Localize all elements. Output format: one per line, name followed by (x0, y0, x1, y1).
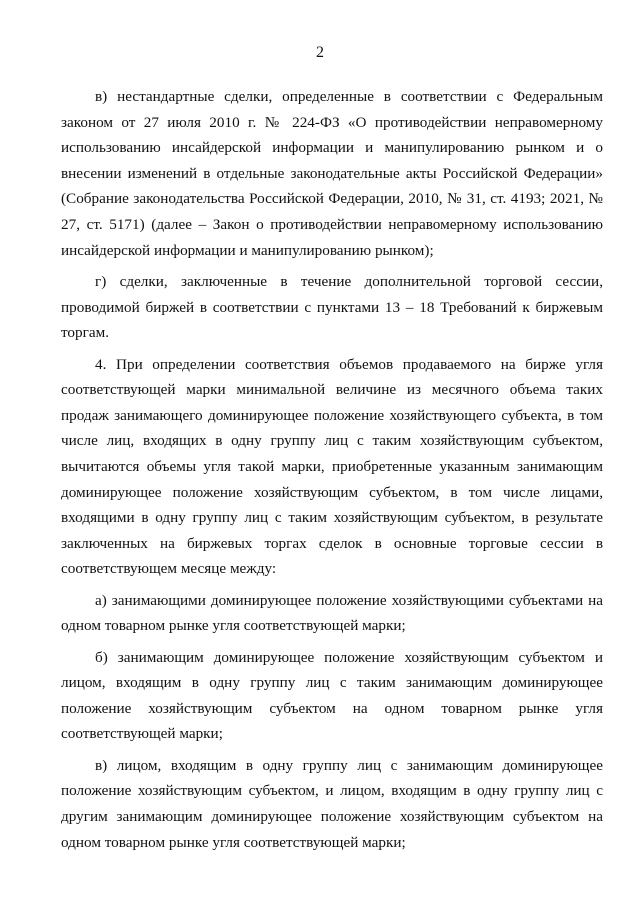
paragraph-item-v-nonstandard-deals: в) нестандартные сделки, определенные в соответствии с Федеральным законом от 27 июля 2010 г. № 224-ФЗ «О противодействии неправомерному использованию инсайдерской информации и манипулированию рынком и о внесении изменений в отдельные законодательные акты Российской Федерации» (Собрание законодательства Российской Федерации, 2010, № 31, ст. 4193; 2021, № 27, ст. 5171) (далее – Закон о противодействии неправомерному использованию инсайдерской информации и манипулированию рынком); (61, 88, 603, 259)
document-body (61, 84, 603, 861)
paragraph-item-b: б) занимающим доминирующее положение хозяйствующим субъектом и лицом, входящим в одну группу лиц с таким занимающим доминирующее положение хозяйствующим субъектом на одном товарном рынке угля соответствующей марки; (61, 648, 603, 743)
paragraph-item-g-additional-session-deals: г) сделки, заключенные в течение дополнительной торговой сессии, проводимой биржей в соответствии с пунктами 13 – 18 Требований к биржевым торгам. (61, 272, 603, 342)
paragraph-item-a: а) занимающими доминирующее положение хозяйствующими субъектами на одном товарном рынке угля соответствующей марки; (61, 591, 603, 635)
paragraph-section-4: 4. При определении соответствия объемов продаваемого на бирже угля соответствующей марки минимальной величине из месячного объема таких продаж занимающего доминирующее положение хозяйствующего субъекта, в том числе лиц, входящих в одну группу лиц с таким хозяйствующим субъектом, вычитаются объемы угля такой марки, приобретенные указанным занимающим доминирующее положение хозяйствующим субъектом, в том числе лицами, входящими в одну группу лиц с таким хозяйствующим субъектом, в результате заключенных на биржевых торгах сделок в основные торговые сессии в соответствующем месяце между: (61, 355, 603, 578)
paragraph-item-v: в) лицом, входящим в одну группу лиц с занимающим доминирующее положение хозяйствующим субъектом, и лицом, входящим в одну группу лиц с другим занимающим доминирующее положение хозяйствующим субъектом на одном товарном рынке угля соответствующей марки; (61, 756, 603, 851)
page-number: 2 (316, 44, 324, 61)
